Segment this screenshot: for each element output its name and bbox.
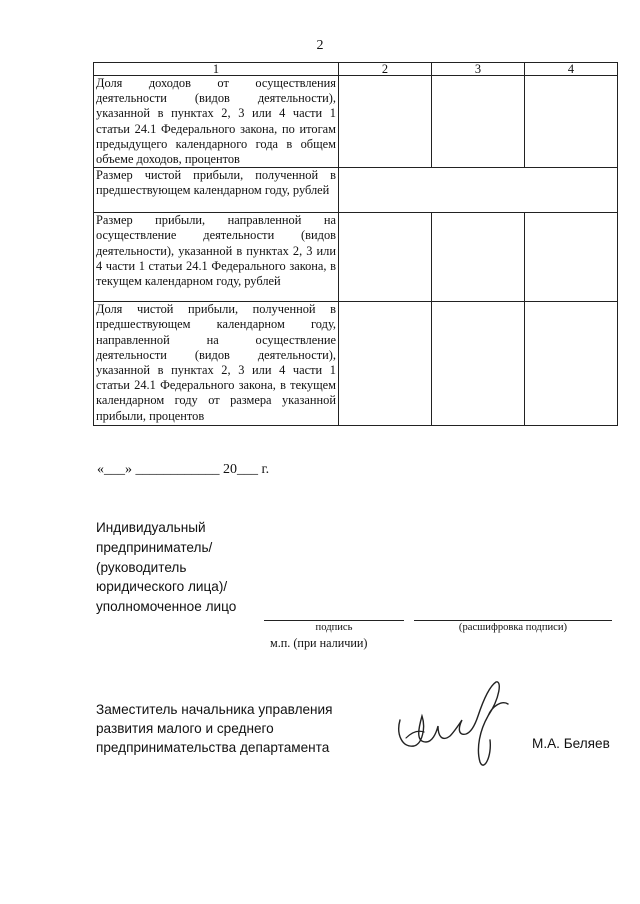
value-cell — [525, 213, 618, 302]
table-row — [94, 76, 618, 168]
value-cell — [339, 213, 432, 302]
table-header-row — [94, 63, 618, 76]
table-row — [94, 213, 618, 302]
signer-label: Индивидуальный предприниматель/ (руководитель юридического лица)/уполномоченное лицо — [96, 520, 237, 615]
merged-value-cell — [339, 168, 618, 213]
value-cell — [432, 302, 525, 426]
stamp-caption: м.п. (при наличии) — [270, 636, 368, 650]
official-position: Заместитель начальника управления развития малого и среднего предпринимательства департамента — [96, 702, 333, 755]
value-cell — [432, 76, 525, 168]
row-label: Размер прибыли, направленной на осуществление деятельности (видов деятельности), указанной в пунктах 2, 3 или 4 части 1 статьи 24.1 Федерального закона, в текущем календарном году, рублей — [94, 213, 339, 302]
table-header-cell: 3 — [432, 63, 525, 76]
table-row — [94, 168, 618, 213]
value-cell — [525, 76, 618, 168]
row-label: Доля чистой прибыли, полученной в предшествующем календарном году, направленной на осуществление деятельности (видов деятельности), указанной в пунктах 2, 3 или 4 части 1 статьи 24.1 Федерального закона, в текущем календарном году от размера указанной прибыли, процентов — [94, 302, 339, 426]
decoding-caption: (расшифровка подписи) — [458, 622, 568, 633]
page-number: 2 — [316, 38, 324, 53]
indicators-table — [93, 62, 618, 426]
row-label: Доля доходов от осуществления деятельности (видов деятельности), указанной в пунктах 2, 3 или 4 части 1 статьи 24.1 Федерального закона, по итогам предыдущего календарного года в общем объеме доходов, процентов — [94, 76, 339, 168]
table-header-cell: 2 — [339, 63, 432, 76]
value-cell — [432, 213, 525, 302]
table-row — [94, 302, 618, 426]
handwritten-signature — [392, 676, 512, 776]
signature-line — [264, 620, 404, 621]
table-header-cell: 4 — [525, 63, 618, 76]
row-label: Размер чистой прибыли, полученной в предшествующем календарном году, рублей — [94, 168, 339, 213]
table-header-cell: 1 — [94, 63, 339, 76]
value-cell — [525, 302, 618, 426]
value-cell — [339, 302, 432, 426]
value-cell — [339, 76, 432, 168]
decoding-line — [414, 620, 612, 621]
date-line: «___» ____________ 20___ г. — [97, 462, 270, 477]
official-name: М.А. Беляев — [532, 736, 610, 751]
signature-caption: подпись — [315, 622, 353, 633]
